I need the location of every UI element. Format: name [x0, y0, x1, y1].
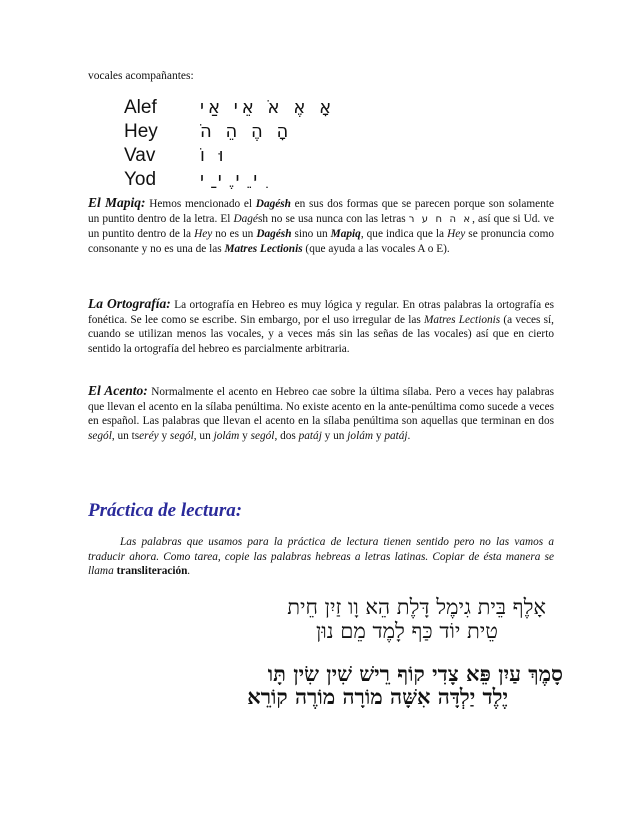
term-matres: Matres Lectionis: [423, 313, 501, 326]
hebrew-line: אָלֶף בֵּית גִימֶל דָּלֶת הֵא וָו זַיִן חֵית: [287, 595, 546, 619]
text-run: , dos: [274, 429, 299, 442]
text-run: y un: [321, 429, 348, 442]
vowel-name: Hey: [124, 121, 158, 142]
vowel-name: Alef: [124, 97, 157, 118]
vowel-hebrew: וּ וֹ: [200, 145, 228, 166]
vowel-row-vav: [124, 144, 384, 168]
term-dagesh: Dagé: [233, 212, 258, 225]
text-run: Normalmente el acento en Hebreo cae sobre la última sílaba. Pero a veces hay palabras que llevan el acento en la sílaba penúltima. No existe acento en la ante-penúltima como sucede a veces en español. Las palabras que llevan el acento en la sílaba penúltima son aquellas que terminan en dos: [88, 386, 554, 428]
ortografia-paragraph: [88, 297, 554, 356]
vowel-hebrew: ִי ֵי ֶי ַי: [200, 169, 266, 190]
ortografia-label: La Ortografía:: [88, 296, 171, 311]
vowel-hebrew: הָ הֶ הֵ הֹ: [200, 121, 293, 142]
intro-text: vocales acompañantes:: [88, 70, 194, 82]
text-run: no es un: [212, 228, 257, 241]
vowel-name: Yod: [124, 169, 157, 190]
term-segol: segól: [169, 429, 194, 442]
term-tsere: eréy: [139, 429, 159, 442]
vowel-row-hey: [124, 120, 384, 144]
text-run: y: [158, 429, 170, 442]
vowel-name: Vav: [124, 145, 156, 166]
term-hey: Hey: [447, 228, 466, 241]
text-run: se pronuncia como consonante y no es una de las: [88, 228, 555, 255]
term-jolam: jolám: [213, 429, 240, 442]
term-mapiq: Mapiq: [330, 228, 361, 241]
text-run: Las palabras que usamos para la práctica de lectura tienen sentido pero no las vamos a traducir ahora. Como tarea, copie las palabras hebreas a letras latinas. Copiar de ésta manera se llama: [88, 536, 554, 578]
term-pataj: patáj: [384, 429, 408, 442]
acento-paragraph: [88, 384, 554, 443]
vowel-row-yod: [124, 168, 384, 192]
practice-paragraph: [88, 535, 554, 579]
hebrew-line: סָמֶךְ עַיִן פֵּא צָדִי קוֹף רֵישׁ שִׁין שִׂין תָּו: [267, 661, 563, 686]
text-run: en sus dos formas que se parecen porque son solamente un puntito dentro de la letra. El: [88, 198, 554, 225]
hebrew-line: יֶלֶד יַלְדָּה אִשָּׁה מוֹרָה מוֹרֶה קוֹרֵא: [247, 684, 508, 709]
acento-label: El Acento:: [88, 383, 148, 398]
term-dagesh: Dagésh: [255, 198, 291, 210]
hebrew-letters: א ה ח ע ר: [408, 213, 473, 225]
mapiq-paragraph: [88, 196, 554, 256]
term-pataj: patáj: [298, 429, 322, 442]
text-run: .: [187, 565, 191, 578]
text-run: sh no se usa nunca con las letras: [257, 212, 409, 225]
mapiq-label: El Mapiq:: [88, 195, 146, 210]
term-dagesh: Dagésh: [256, 228, 292, 241]
text-run: .: [407, 429, 411, 442]
vowel-hebrew: אָ אֶ אֹ אֵי אַי: [200, 97, 336, 118]
term-segol: segól: [250, 429, 275, 442]
hebrew-line: טֵית יוֹד כַּף לָמֶד מֵם נוּן: [316, 619, 498, 643]
text-run: , un: [193, 429, 214, 442]
text-run: y: [373, 429, 385, 442]
text-run: (que ayuda a las vocales A o E).: [302, 242, 450, 255]
text-run: , así que si Ud. ve un puntito dentro de la: [88, 212, 555, 241]
text-run: La ortografía en Hebreo es muy lógica y regular. En otras palabras la ortografía es fonética. Se lee como se escribe. Sin embargo, por el uso irregular de las: [88, 299, 554, 326]
vowel-row-alef: [124, 96, 384, 120]
text-run: , que indica que la: [360, 228, 448, 241]
text-run: y: [239, 429, 251, 442]
vowel-table: [124, 96, 384, 192]
term-transliteracion: transliteración: [116, 565, 188, 578]
text-run: sino un: [291, 228, 331, 241]
term-segol: segól: [88, 429, 112, 442]
term-matres: Matres Lectionis: [224, 242, 303, 255]
term-hey: Hey: [194, 228, 213, 241]
section-title: Práctica de lectura:: [88, 500, 243, 521]
text-run: (a veces sí, cuando se utilizan menos las vocales, y a veces más sin las señas de las vocales) así que en cierto sentido la ortografía del hebreo es parcialmente arbitraria.: [88, 313, 554, 355]
text-run: Hemos mencionado el: [145, 198, 256, 210]
term-jolam: jolám: [347, 429, 374, 442]
text-run: , un ts: [111, 429, 140, 442]
